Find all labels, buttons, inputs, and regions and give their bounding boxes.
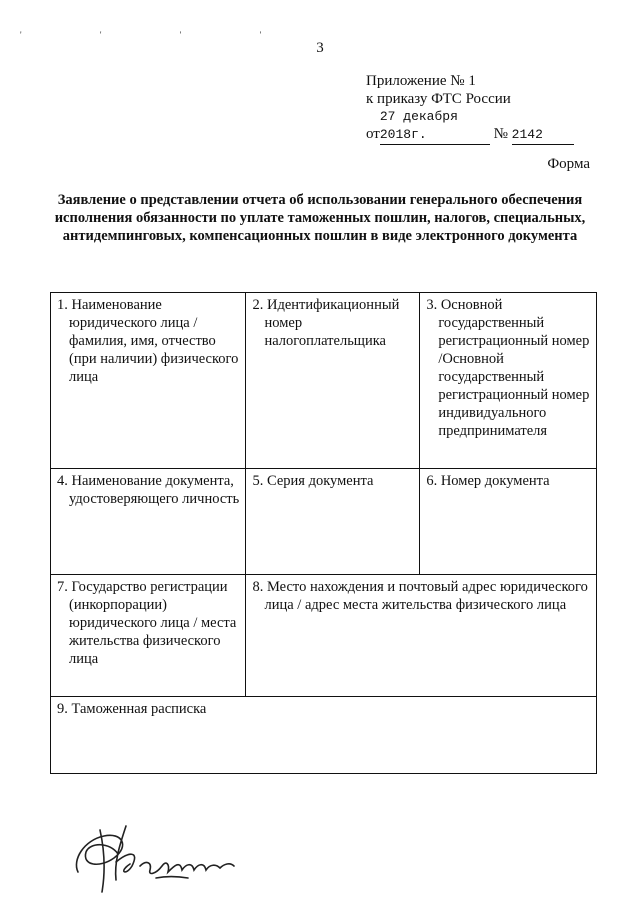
order-date: 27 декабря 2018г. xyxy=(380,108,490,145)
form-label: Форма xyxy=(547,156,590,172)
field-doc-number-label: 6. Номер документа xyxy=(426,473,550,489)
page-number: 3 xyxy=(316,40,324,56)
order-number: 2142 xyxy=(512,126,574,145)
appendix-block xyxy=(366,72,574,145)
field-customs-receipt-cell[interactable] xyxy=(51,697,597,774)
field-id-doc-cell[interactable] xyxy=(51,469,246,575)
number-prefix: № xyxy=(493,126,508,142)
field-ogrn-cell[interactable] xyxy=(420,293,597,469)
scan-specks: ' ' ' ' xyxy=(20,30,300,40)
document-title: Заявление о представлении отчета об использовании генерального обеспечения исполнения обязанности по уплате таможенных пошлин, налогов, специальных, антидемпинговых, компенсационных пошлин в виде электронного документа xyxy=(54,192,586,244)
field-address-cell[interactable] xyxy=(246,575,597,697)
application-form-table xyxy=(50,292,597,774)
field-id-doc-label: 4. Наименование документа, удостоверяющего личность xyxy=(57,473,240,507)
field-customs-receipt-label: 9. Таможенная расписка xyxy=(57,701,207,717)
appendix-line-2: к приказу ФТС России xyxy=(366,91,511,107)
field-country-label: 7. Государство регистрации (инкорпорации) юридического лица / места жительства физического лица xyxy=(57,579,237,667)
field-series-label: 5. Серия документа xyxy=(252,473,374,489)
field-doc-number-cell[interactable] xyxy=(420,469,597,575)
field-name-label: 1. Наименование юридического лица / фамилия, имя, отчество (при наличии) физического лица xyxy=(57,297,239,385)
field-name-cell[interactable] xyxy=(51,293,246,469)
signature xyxy=(70,820,270,895)
field-inn-label: 2. Идентификационный номер налогоплательщика xyxy=(252,297,400,349)
field-inn-cell[interactable] xyxy=(246,293,420,469)
field-series-cell[interactable] xyxy=(246,469,420,575)
field-ogrn-label: 3. Основной государственный регистрационный номер /Основной государственный регистрационный номер индивидуального предпринимателя xyxy=(426,297,590,439)
appendix-date-line xyxy=(366,108,574,145)
field-address-label: 8. Место нахождения и почтовый адрес юридического лица / адрес места жительства физического лица xyxy=(252,579,588,613)
date-prefix: от xyxy=(366,126,380,142)
field-country-cell[interactable] xyxy=(51,575,246,697)
appendix-line-1: Приложение № 1 xyxy=(366,73,476,89)
